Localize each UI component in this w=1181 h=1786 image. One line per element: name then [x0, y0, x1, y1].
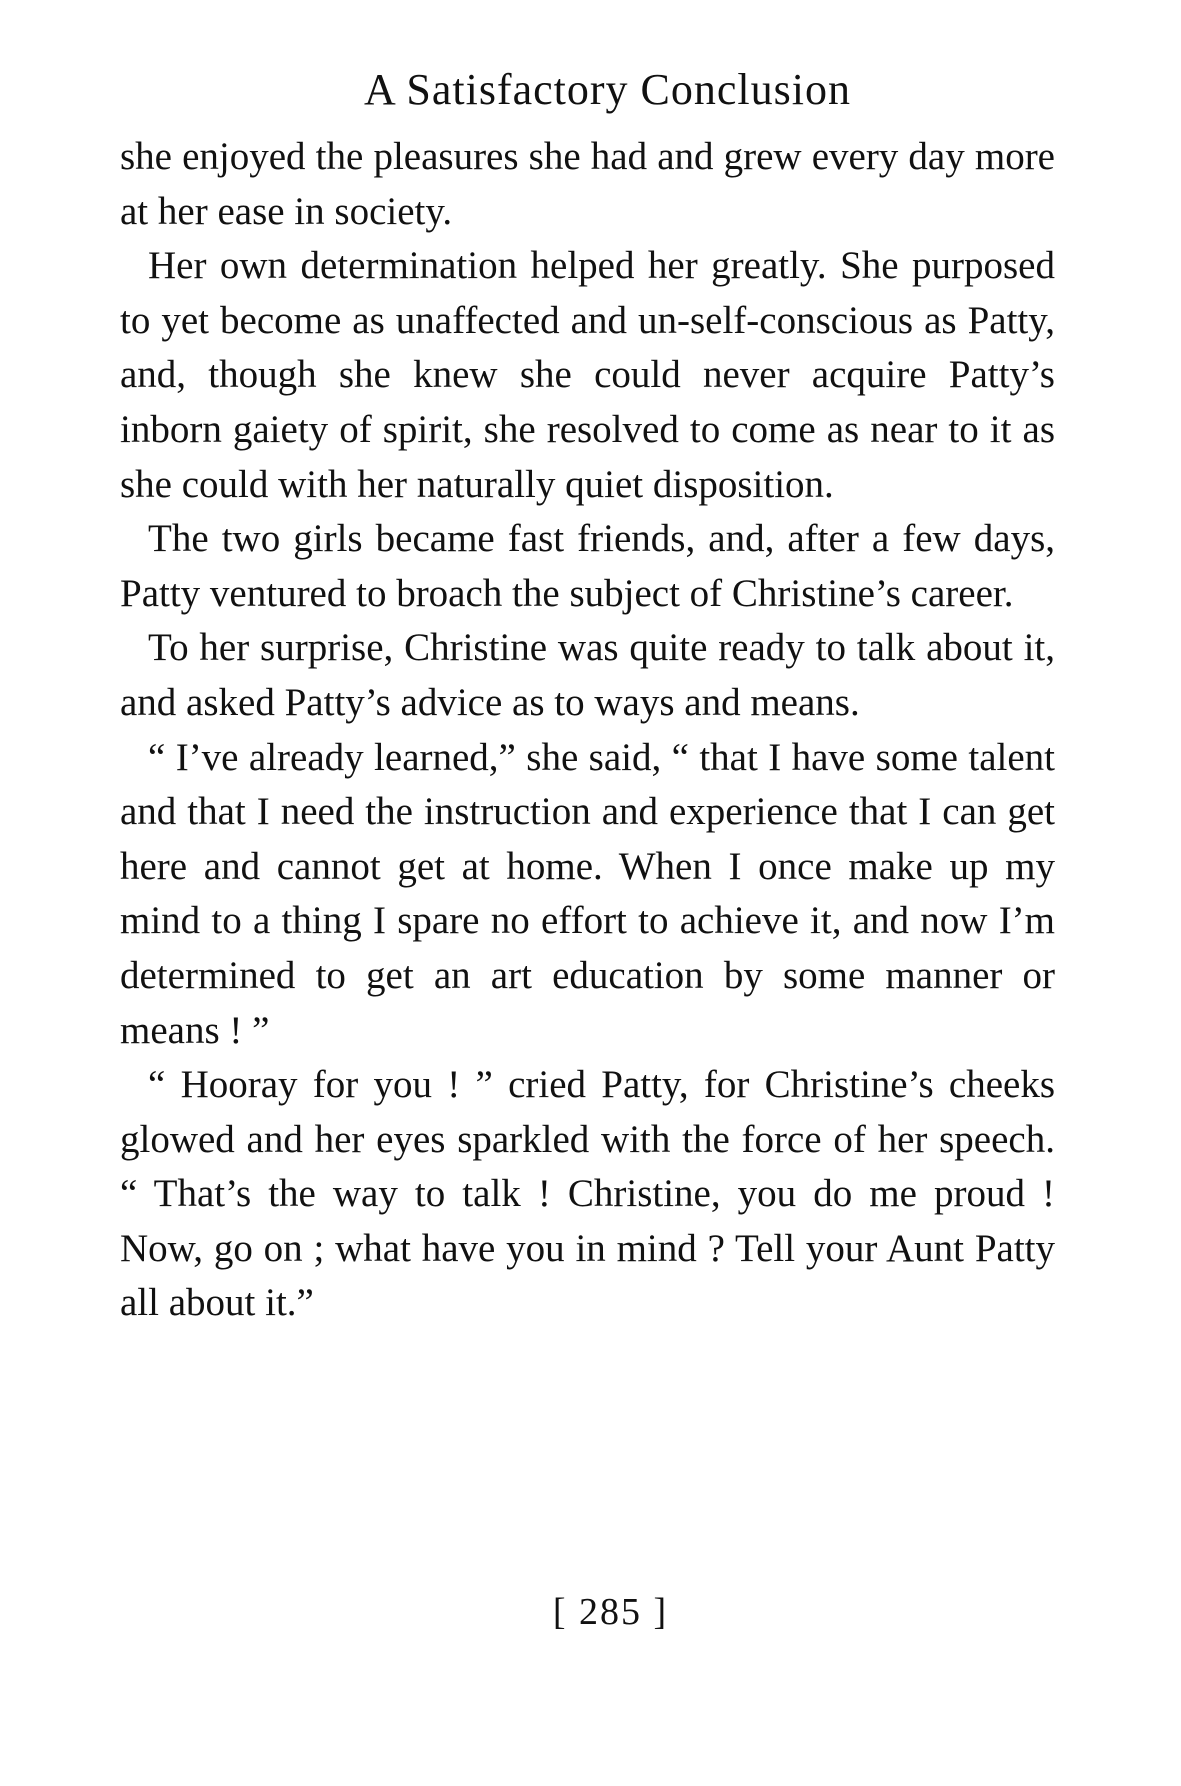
body-text — [120, 130, 1055, 1331]
running-head: A Satisfactory Conclusion — [364, 65, 851, 114]
paragraph-1: she enjoyed the pleasures she had and grew every day more at her ease in society. — [120, 135, 1055, 233]
paragraph-2: Her own determination helped her greatly. She purposed to yet become as unaffected and un-self-conscious as Patty, and, though she knew she could never acquire Patty’s inborn gaiety of spirit, she resolved to come as near to it as she could with her naturally quiet disposition. — [120, 244, 1055, 506]
paragraph-5: “ I’ve already learned,” she said, “ that I have some talent and that I need the instruction and experience that I can get here and cannot get at home. When I once make up my mind to a thing I spare no effort to achieve it, and now I’m determined to get an art education by some manner or means ! ” — [120, 735, 1055, 1052]
page-number: [ 285 ] — [552, 1591, 669, 1633]
paragraph-6: “ Hooray for you ! ” cried Patty, for Christine’s cheeks glowed and her eyes sparkled with the force of her speech. “ That’s the way to talk ! Christine, you do me proud ! Now, go on ; what have you in mind ? Tell your Aunt Patty all about it.” — [120, 1063, 1055, 1325]
book-page — [120, 60, 1055, 1331]
paragraph-4: To her surprise, Christine was quite ready to talk about it, and asked Patty’s advice as to ways and means. — [120, 626, 1055, 724]
paragraph-3: The two girls became fast friends, and, after a few days, Patty ventured to broach the subject of Christine’s career. — [120, 517, 1055, 615]
